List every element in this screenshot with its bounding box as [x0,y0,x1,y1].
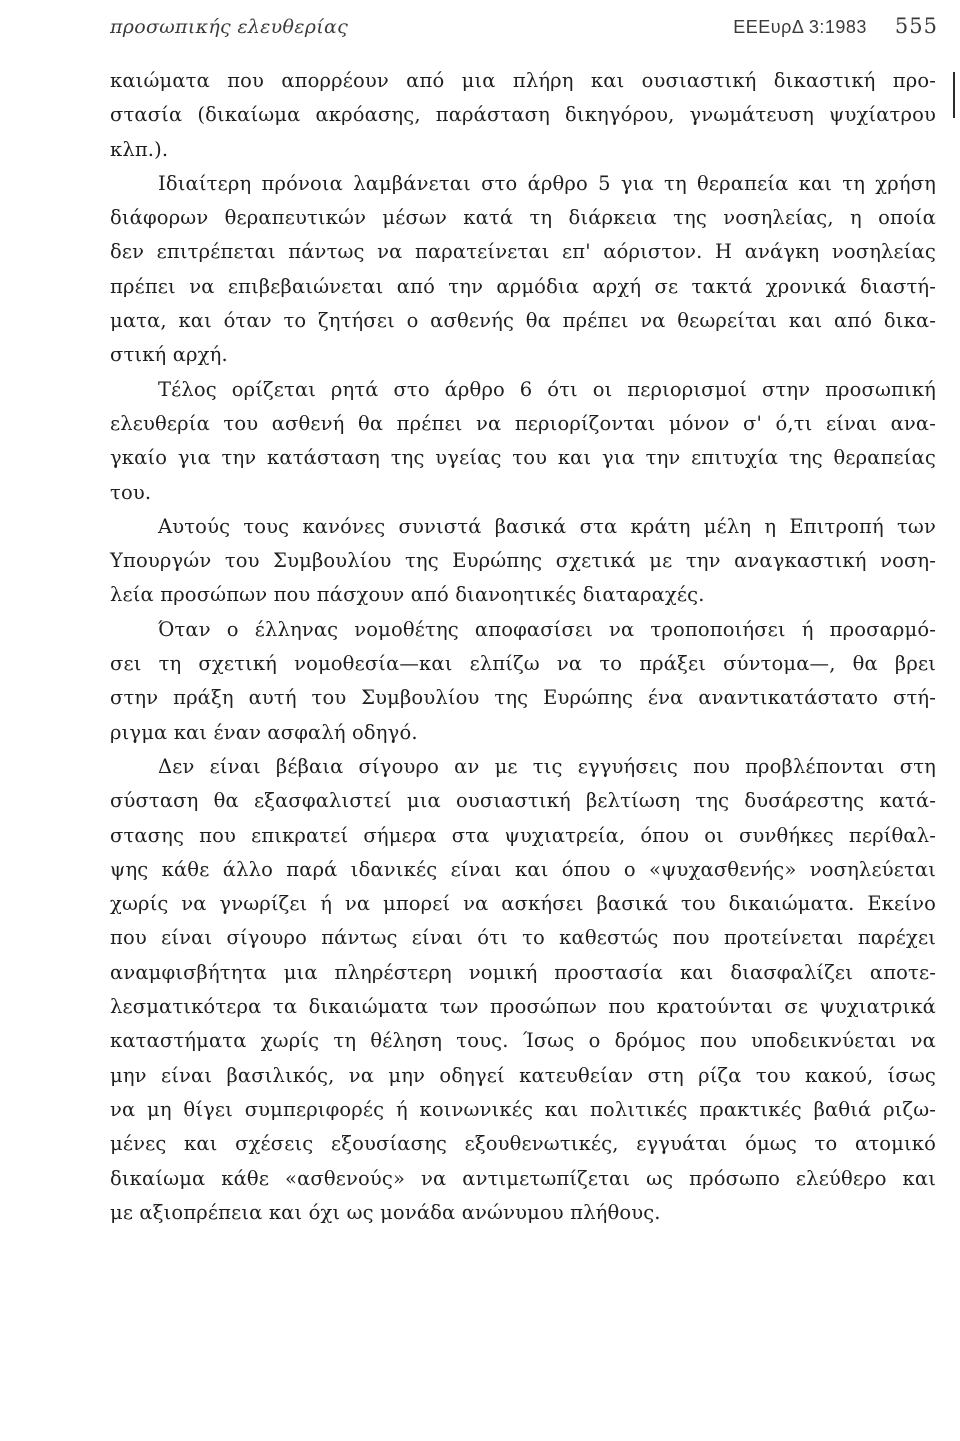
text-line: λεσματικότερα τα δικαιώματα των προσώπων που κρατούνται σε ψυχιατρικά [110,995,936,1019]
text-line: να μη θίγει συμπεριφορές ή κοινωνικές και πολιτικές πρακτικές βαθιά ριζω- [110,1097,936,1121]
text-line: πρέπει να επιβεβαιώνεται από την αρμόδια αρχή σε τακτά χρονικά διαστή- [110,274,936,298]
text-line: μένες και σχέσεις εξουσίασης εξουθενωτικές, εγγυάται όμως το ατομικό [110,1132,936,1156]
paragraph-start-line: Τέλος ορίζεται ρητά στο άρθρο 6 ότι οι περιορισμοί στην προσωπική [158,377,936,401]
paragraph-start-line: Δεν είναι βέβαια σίγουρο αν με τις εγγυήσεις που προβλέπονται στη [158,754,936,778]
body-text [110,64,936,1230]
text-line: λεία προσώπων που πάσχουν από διανοητικές διαταραχές. [110,583,705,607]
text-line: στην πράξη αυτή του Συμβουλίου της Ευρώπης ένα αναντικατάστατο στή- [110,686,936,710]
text-line: χωρίς να γνωρίζει ή να μπορεί να ασκήσει βασικά του δικαιώματα. Εκείνο [110,892,936,916]
running-title: προσωπικής ελευθερίας [110,16,349,38]
text-line: ματα, και όταν το ζητήσει ο ασθενής θα πρέπει να θεωρείται και από δικα- [110,309,936,333]
text-line: στασης που επικρατεί σήμερα στα ψυχιατρεία, όπου οι συνθήκες περίθαλ- [110,823,936,847]
paragraph-start-line: Όταν ο έλληνας νομοθέτης αποφασίσει να τροποποιήσει ή προσαρμό- [158,617,936,641]
text-line: καταστήματα χωρίς τη θέληση τους. Ίσως ο δρόμος που υποδεικνύεται να [110,1029,936,1053]
text-line: ψης κάθε άλλο παρά ιδανικές είναι και όπου ο «ψυχασθενής» νοσηλεύεται [110,857,936,881]
text-line: που είναι σίγουρο πάντως είναι ότι το καθεστώς που προτείνεται παρέχει [110,926,936,950]
text-line: σύσταση θα εξασφαλιστεί μια ουσιαστική βελτίωση της δυσάρεστης κατά- [110,789,936,813]
text-line: στασία (δικαίωμα ακρόασης, παράσταση δικηγόρου, γνωμάτευση ψυχίατρου [110,103,936,127]
running-header [110,14,938,50]
text-line: δικαίωμα κάθε «ασθενούς» να αντιμετωπίζεται ως πρόσωπο ελεύθερο και [110,1166,936,1190]
running-header-right [733,14,938,38]
paragraph-start-line: Ιδιαίτερη πρόνοια λαμβάνεται στο άρθρο 5 για τη θεραπεία και τη χρήση [158,171,936,195]
page-number: 555 [894,14,938,38]
text-line: ελευθερία του ασθενή θα πρέπει να περιορίζονται μόνον σ' ό,τι είναι ανα- [110,411,936,435]
text-line: του. [110,480,152,504]
text-line: Υπουργών του Συμβουλίου της Ευρώπης σχετικά με την αναγκαστική νοση- [110,549,936,573]
text-line: σει τη σχετική νομοθεσία—και ελπίζω να το πράξει σύντομα—, θα βρει [110,652,936,676]
text-line: κλπ.). [110,137,169,161]
text-line: με αξιοπρέπεια και όχι ως μονάδα ανώνυμου πλήθους. [110,1200,661,1224]
text-line: στική αρχή. [110,343,228,367]
text-line: καιώματα που απορρέουν από μια πλήρη και ουσιαστική δικαστική προ- [110,69,936,92]
paragraph-start-line: Αυτούς τους κανόνες συνιστά βασικά στα κράτη μέλη η Επιτροπή των [158,514,936,538]
margin-rule [953,72,955,118]
text-line: διάφορων θεραπευτικών μέσων κατά τη διάρκεια της νοσηλείας, η οποία [110,206,936,230]
text-line: γκαίο για την κατάσταση της υγείας του και για την επιτυχία της θεραπείας [110,446,936,470]
text-line: αναμφισβήτητα μια πληρέστερη νομική προστασία και διασφαλίζει αποτε- [110,960,936,984]
text-line: ριγμα και έναν ασφαλή οδηγό. [110,720,418,744]
text-line: μην είναι βασιλικός, να μην οδηγεί κατευθείαν στη ρίζα του κακού, ίσως [110,1063,936,1087]
text-line: δεν επιτρέπεται πάντως να παρατείνεται επ' αόριστον. Η ανάγκη νοσηλείας [110,240,936,264]
journal-citation: ΕΕΕυρΔ 3:1983 [733,17,867,37]
